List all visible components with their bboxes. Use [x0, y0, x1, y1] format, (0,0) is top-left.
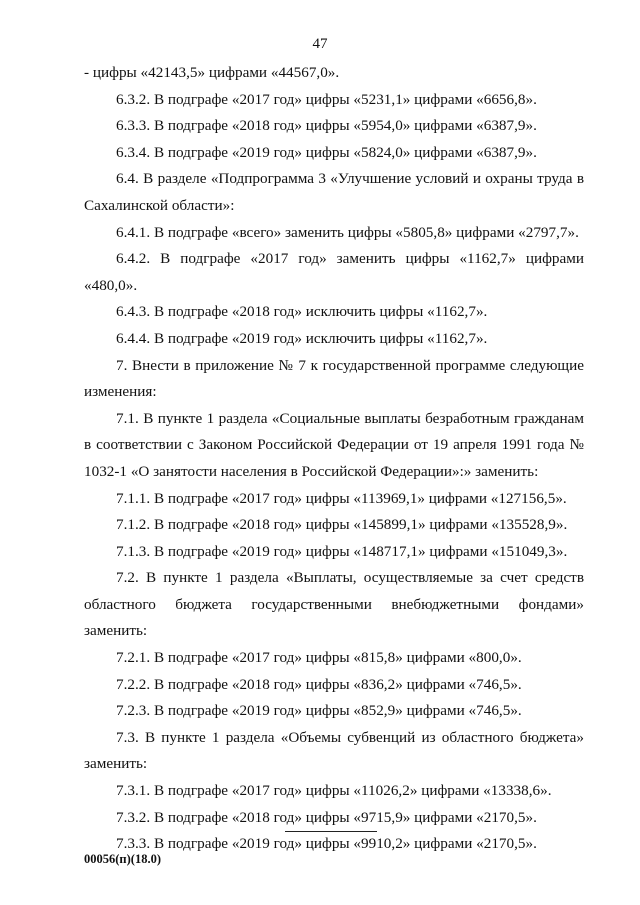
paragraph-7-1: 7.1. В пункте 1 раздела «Социальные выплаты безработным гражданам в соответствии с Законом Российской Федерации от 19 апреля 1991 года № 1032-1 «О занятости населения в Российской Федерации»:» заменить: — [84, 409, 584, 480]
paragraph-6-4-1: 6.4.1. В подграфе «всего» заменить цифры «5805,8» цифрами «2797,7». — [116, 223, 579, 241]
paragraph-6-3-2: 6.3.2. В подграфе «2017 год» цифры «5231,1» цифрами «6656,8». — [116, 90, 537, 108]
footer-document-code: 00056(п)(18.0) — [84, 852, 161, 866]
paragraph-6-4-2: 6.4.2. В подграфе «2017 год» заменить цифры «1162,7» цифрами «480,0». — [84, 250, 584, 294]
paragraph-7-1-3: 7.1.3. В подграфе «2019 год» цифры «148717,1» цифрами «151049,3». — [116, 542, 568, 560]
paragraph-6-3-3: 6.3.3. В подграфе «2018 год» цифры «5954,0» цифрами «6387,9». — [116, 117, 537, 135]
paragraph-7-1-1: 7.1.1. В подграфе «2017 год» цифры «113969,1» цифрами «127156,5». — [116, 489, 567, 507]
paragraph-7: 7. Внести в приложение № 7 к государственной программе следующие изменения: — [84, 356, 584, 401]
paragraph-7-2-3: 7.2.3. В подграфе «2019 год» цифры «852,9» цифрами «746,5». — [116, 702, 522, 720]
page-number: 47 — [312, 36, 328, 52]
paragraph-6-3-1-continuation: - цифры «42143,5» цифрами «44567,0». — [84, 64, 340, 81]
document-body — [84, 60, 584, 858]
paragraph-6-3-4: 6.3.4. В подграфе «2019 год» цифры «5824,0» цифрами «6387,9». — [116, 143, 537, 161]
paragraph-6-4-4: 6.4.4. В подграфе «2019 год» исключить цифры «1162,7». — [116, 329, 488, 347]
paragraph-7-3: 7.3. В пункте 1 раздела «Объемы субвенций из областного бюджета» заменить: — [84, 728, 584, 773]
paragraph-7-2: 7.2. В пункте 1 раздела «Выплаты, осуществляемые за счет средств областного бюджета государственными внебюджетными фондами» заменить: — [84, 569, 584, 640]
paragraph-7-3-3: 7.3.3. В подграфе «2019 год» цифры «9910,2» цифрами «2170,5». — [116, 835, 537, 853]
paragraph-7-1-2: 7.1.2. В подграфе «2018 год» цифры «145899,1» цифрами «135528,9». — [116, 516, 568, 534]
end-of-text-rule — [285, 831, 377, 832]
paragraph-7-2-2: 7.2.2. В подграфе «2018 год» цифры «836,2» цифрами «746,5». — [116, 675, 522, 693]
paragraph-6-4-3: 6.4.3. В подграфе «2018 год» исключить цифры «1162,7». — [116, 303, 488, 321]
paragraph-7-3-1: 7.3.1. В подграфе «2017 год» цифры «11026,2» цифрами «13338,6». — [116, 782, 552, 800]
paragraph-6-4: 6.4. В разделе «Подпрограмма 3 «Улучшение условий и охраны труда в Сахалинской области»: — [84, 170, 584, 214]
paragraph-7-3-2: 7.3.2. В подграфе «2018 год» цифры «9715,9» цифрами «2170,5». — [116, 808, 537, 826]
paragraph-7-2-1: 7.2.1. В подграфе «2017 год» цифры «815,8» цифрами «800,0». — [116, 649, 522, 667]
